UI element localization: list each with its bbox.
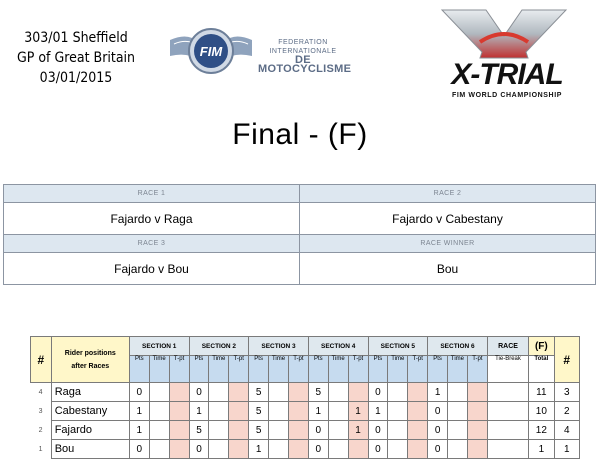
section-2-points: 5 (189, 421, 209, 440)
section-2-time-penalty (229, 440, 249, 459)
section-2-time-penalty (229, 383, 249, 402)
event-name: GP of Great Britain (16, 50, 136, 66)
section-5-points: 0 (368, 440, 388, 459)
section-3-header: SECTION 3 (249, 337, 309, 356)
section-6-time (448, 383, 468, 402)
section-5-time (388, 440, 408, 459)
section-6-points: 0 (428, 402, 448, 421)
total-value: 10 (529, 402, 554, 421)
races-table (3, 184, 596, 285)
section-5-header: SECTION 5 (368, 337, 428, 356)
tie-break-value (487, 440, 528, 459)
section-5-time-penalty (408, 421, 428, 440)
section-2-time-penalty (229, 402, 249, 421)
fim-logo-text: FIM (199, 44, 223, 59)
section-3-points: 5 (249, 383, 269, 402)
section-6-points: 0 (428, 421, 448, 440)
section-4-points: 0 (308, 421, 328, 440)
rider-name: Fajardo (51, 421, 129, 440)
fim-federation-text (258, 38, 352, 75)
section-5-time-penalty (408, 440, 428, 459)
section-4-time (328, 421, 348, 440)
section-4-points: 1 (308, 402, 328, 421)
tie-break-value (487, 421, 528, 440)
section-1-time-penalty (169, 402, 189, 421)
section-6-header: SECTION 6 (428, 337, 488, 356)
section-6-time-penalty (467, 440, 487, 459)
event-info (13, 28, 139, 88)
rider-positions-header (51, 337, 129, 383)
tie-break-value (487, 383, 528, 402)
section-3-time-header: Time (269, 356, 289, 383)
section-5-tpt-header: T-pt (408, 356, 428, 383)
race-1-label: RACE 1 (4, 185, 300, 203)
section-1-pts-header: Pts (129, 356, 149, 383)
race-winner-label: RACE WINNER (300, 235, 596, 253)
rank-hash-header: # (554, 337, 580, 383)
tie-break-header: Tie-Break (487, 356, 528, 383)
results-table (30, 336, 580, 459)
section-4-time-penalty (348, 383, 368, 402)
section-4-time (328, 383, 348, 402)
section-5-points: 0 (368, 383, 388, 402)
section-2-time (209, 440, 229, 459)
section-2-time (209, 383, 229, 402)
section-1-time (149, 402, 169, 421)
page-title: Final - (F) (232, 118, 368, 151)
total-value: 1 (529, 440, 554, 459)
rider-row (31, 383, 580, 402)
section-4-points: 0 (308, 440, 328, 459)
final-header: (F) (529, 337, 554, 356)
section-1-points: 1 (129, 402, 149, 421)
section-1-time-header: Time (149, 356, 169, 383)
section-1-time (149, 421, 169, 440)
results-hash-header: # (31, 337, 52, 383)
section-2-time (209, 402, 229, 421)
section-2-time-header: Time (209, 356, 229, 383)
rank-value: 3 (554, 383, 580, 402)
section-5-time (388, 402, 408, 421)
section-1-points: 0 (129, 440, 149, 459)
section-3-time (269, 421, 289, 440)
section-2-time (209, 421, 229, 440)
section-6-time (448, 440, 468, 459)
section-3-pts-header: Pts (249, 356, 269, 383)
section-1-time-penalty (169, 383, 189, 402)
section-3-points: 5 (249, 421, 269, 440)
total-value: 11 (529, 383, 554, 402)
section-1-header: SECTION 1 (129, 337, 189, 356)
event-code-venue: 303/01 Sheffield (24, 30, 128, 46)
section-6-time-penalty (467, 402, 487, 421)
rider-start-position: 2 (38, 426, 43, 434)
rider-header-line1: Rider positions (64, 349, 116, 357)
section-5-time-penalty (408, 383, 428, 402)
section-5-time-penalty (408, 402, 428, 421)
race-1-value: Fajardo v Raga (4, 203, 300, 235)
rider-row (31, 421, 580, 440)
section-1-time-penalty (169, 421, 189, 440)
rider-row (31, 440, 580, 459)
race-winner-value: Bou (300, 253, 596, 285)
fim-logo (168, 26, 254, 76)
section-4-time (328, 440, 348, 459)
section-2-time-penalty (229, 421, 249, 440)
total-header: Total (529, 356, 554, 383)
race-3-label: RACE 3 (4, 235, 300, 253)
rider-row (31, 402, 580, 421)
section-2-tpt-header: T-pt (229, 356, 249, 383)
section-4-header: SECTION 4 (308, 337, 368, 356)
section-1-time (149, 440, 169, 459)
section-1-points: 1 (129, 421, 149, 440)
section-6-time-header: Time (448, 356, 468, 383)
xtrial-wordmark: X-TRIAL (451, 58, 563, 91)
section-1-tpt-header: T-pt (169, 356, 189, 383)
section-2-header: SECTION 2 (189, 337, 249, 356)
section-3-time (269, 402, 289, 421)
section-4-time-penalty (348, 440, 368, 459)
rider-name: Raga (51, 383, 129, 402)
section-1-time (149, 383, 169, 402)
section-6-pts-header: Pts (428, 356, 448, 383)
section-2-points: 0 (189, 440, 209, 459)
rider-start-position: 1 (38, 445, 43, 453)
section-3-time-penalty (288, 440, 308, 459)
section-5-points: 1 (368, 402, 388, 421)
rank-value: 1 (554, 440, 580, 459)
section-3-time (269, 383, 289, 402)
section-6-time-penalty (467, 383, 487, 402)
rider-start-position: 4 (38, 388, 43, 396)
xtrial-subtitle: FIM WORLD CHAMPIONSHIP (451, 92, 563, 99)
section-1-points: 0 (129, 383, 149, 402)
section-3-points: 1 (249, 440, 269, 459)
section-5-time (388, 383, 408, 402)
section-4-tpt-header: T-pt (348, 356, 368, 383)
event-date: 03/01/2015 (39, 70, 113, 86)
section-5-points: 0 (368, 421, 388, 440)
section-4-time (328, 402, 348, 421)
section-4-time-penalty: 1 (348, 421, 368, 440)
rider-name: Bou (51, 440, 129, 459)
rider-name: Cabestany (51, 402, 129, 421)
total-value: 12 (529, 421, 554, 440)
section-2-points: 0 (189, 383, 209, 402)
rider-start-position: 3 (38, 407, 43, 415)
section-4-time-penalty: 1 (348, 402, 368, 421)
section-3-tpt-header: T-pt (288, 356, 308, 383)
section-4-points: 5 (308, 383, 328, 402)
section-4-pts-header: Pts (308, 356, 328, 383)
section-3-time-penalty (288, 402, 308, 421)
section-5-time (388, 421, 408, 440)
section-6-tpt-header: T-pt (467, 356, 487, 383)
rider-header-line2: after Races (71, 362, 110, 370)
fim-line1: FEDERATION INTERNATIONALE (269, 39, 337, 55)
section-5-pts-header: Pts (368, 356, 388, 383)
section-6-time (448, 421, 468, 440)
section-2-pts-header: Pts (189, 356, 209, 383)
section-6-points: 0 (428, 440, 448, 459)
fim-line2: DE MOTOCYCLISME (258, 54, 352, 75)
section-6-time (448, 402, 468, 421)
section-4-time-header: Time (328, 356, 348, 383)
section-6-points: 1 (428, 383, 448, 402)
race-header: RACE (487, 337, 528, 356)
rank-value: 4 (554, 421, 580, 440)
section-2-points: 1 (189, 402, 209, 421)
rank-value: 2 (554, 402, 580, 421)
race-2-value: Fajardo v Cabestany (300, 203, 596, 235)
section-3-time (269, 440, 289, 459)
section-3-time-penalty (288, 383, 308, 402)
race-2-label: RACE 2 (300, 185, 596, 203)
section-3-points: 5 (249, 402, 269, 421)
section-6-time-penalty (467, 421, 487, 440)
section-3-time-penalty (288, 421, 308, 440)
section-1-time-penalty (169, 440, 189, 459)
section-5-time-header: Time (388, 356, 408, 383)
race-3-value: Fajardo v Bou (4, 253, 300, 285)
tie-break-value (487, 402, 528, 421)
